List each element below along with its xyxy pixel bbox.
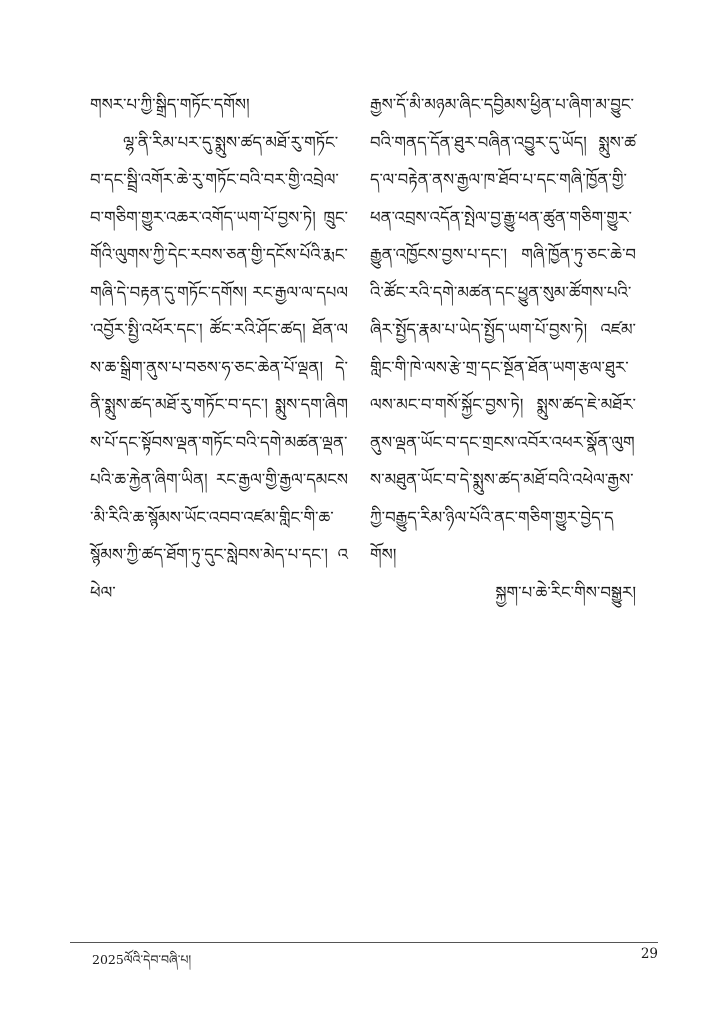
left-paragraph-2: ལྷ་ནི་རིམ་པར་དུ་སྨུས་ཚད་མཐོ་རུ་གཏོང་བ་དང་སྦྲི་འགོར་ཆེ་རུ་གཏོང་བའི་བར་གྱི་འབྲེལ་བ་གཅིག་གྱུར་འཆར་འགོད་ཡག་པོ་བྱས་ཏེ། ཁྲུང་གོའི་ལུགས་ཀྱི་དེང་རབས་ཅན་གྱི་དངོས་པོའི་རྨང་གཞི་དེ་བརྟན་དུ་གཏོང་དགོས། རང་རྒྱལ་ལ་དཔལ་འབྱོར་སྤྱི་འཕོར་དང་། ཚོང་རའི་ཤོང་ཚད། ཐོན་ལས་ཆ་སྒྲིག་ནུས་པ་བཅས་ཧ་ཅང་ཆེན་པོ་ལྡན། དེ་ནི་སྨུས་ཚད་མཐོ་རུ་གཏོང་བ་དང་། སྨུས་དག་ཞིགས་པོ་དང་སྟོབས་ལྡན་གཏོང་བའི་དགེ་མཚན་ལྡན་པའི་ཆ་རྐྱེན་ཞིག་ཡིན། རང་རྒྱལ་གྱི་རྒྱལ་དམངས་མི་རིའི་ཆ་སྙོམས་ཡོང་འབབ་འཛམ་གླིང་གི་ཆ་སྙོམས་ཀྱི་ཚད་ཐོག་ཏུ་དུང་སླེབས་མེད་པ་དང་། འཕེལ་ bbox=[90, 132, 348, 602]
left-column bbox=[90, 86, 348, 611]
page-number: 29 bbox=[640, 946, 658, 962]
left-paragraph-1: གསར་པ་ཀྱི་སྒྲིད་གཏོང་དགོས། bbox=[90, 95, 250, 114]
right-column bbox=[370, 86, 636, 611]
footer-publication: 2025ལོའི་དེབ་བཞི་པ། bbox=[92, 952, 192, 967]
footer-divider bbox=[70, 942, 658, 943]
right-paragraph-1: རྒྱས་དོ་མི་མཉམ་ཞིང་དབྱིམས་ཕྱིན་པ་ཞིག་མ་བྱུང་བའི་གནད་དོན་ཐུར་བཞིན་འབྱུར་དུ་ཡོད། སྨུས་ཚད་ལ་བརྟེན་ནས་རྒྱལ་ཁ་ཐོབ་པ་དང་གཞི་ཁྱོན་གྱི་ཕན་འབྲས་འདོན་སྤེལ་བྱ་རྒྱུ་ཕན་ཚུན་གཅིག་གྱུར་རྒྱུན་འཁྱོངས་བྱས་པ་དང་། གཞི་ཁྱོན་ཏུ་ཅང་ཆེ་བའི་ཚོང་རའི་དགེ་མཚན་དང་ཕྱུན་སུམ་ཚོགས་པའི་ཞིར་སྤྱོད་རྣམ་པ་ཡེད་སྤྱོད་ཡག་པོ་བྱས་ཏེ། འཛམ་གླིང་གི་ཁེ་ལས་རྩེ་གྲ་དང་སྔོན་ཐོན་ཡག་རྩལ་ཐུར་ལས་མང་བ་གསོ་སྐྱོང་བྱས་ཏེ། སྨུས་ཚད་ཇེ་མཐོར་ནུས་ལྡན་ཡོང་བ་དང་གྲངས་འབོར་འཕར་སྣོན་ལུགས་མཐུན་ཡོང་བ་དེ་སྨུས་ཚད་མཐོ་བའི་འཕེལ་རྒྱས་ཀྱི་བརྒྱུད་རིམ་ཉིལ་པོའི་ནང་གཅིག་གྱུར་བྱེད་དགོས། bbox=[370, 95, 636, 564]
translator-signature: སྐྱག་པ་ཆེ་རིང་གིས་བསྒྱུར། bbox=[495, 582, 636, 602]
